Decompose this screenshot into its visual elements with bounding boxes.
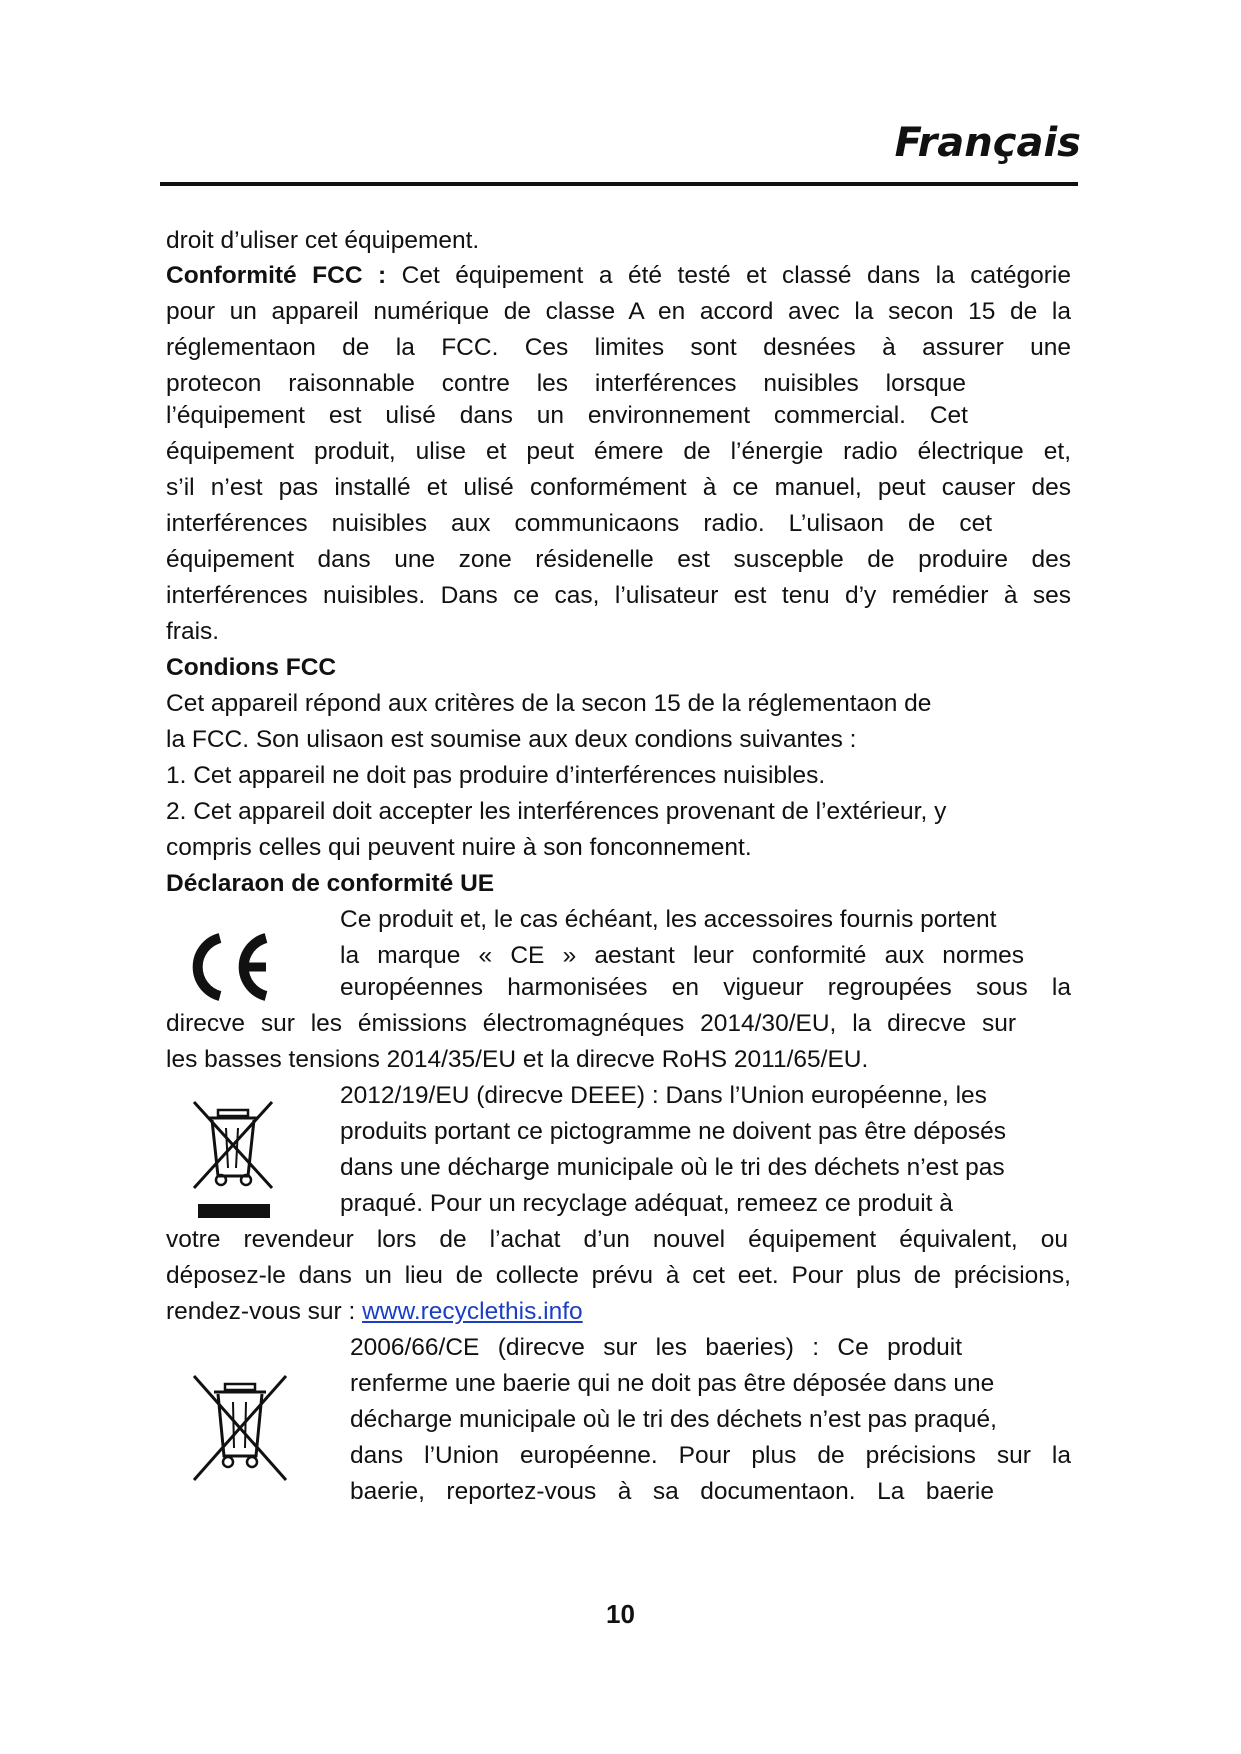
body-line: réglementaon de la FCC. Ces limites sont desnées à assurer une xyxy=(166,334,1071,361)
body-line: interférences nuisibles. Dans ce cas, l’ulisateur est tenu d’y remédier à ses xyxy=(166,582,1071,609)
body-line: Cet appareil répond aux critères de la secon 15 de la réglementaon de xyxy=(166,690,932,717)
body-line: les basses tensions 2014/35/EU et la direcve RoHS 2011/65/EU. xyxy=(166,1046,869,1073)
body-line: baerie, reportez-vous à sa documentaon. La baerie xyxy=(350,1478,994,1505)
body-line: déposez-le dans un lieu de collecte prévu à cet eet. Pour plus de précisions, xyxy=(166,1262,1071,1289)
fcc-compliance-line xyxy=(166,258,1071,294)
body-text: rendez-vous sur : xyxy=(166,1298,363,1325)
list-item-continuation: compris celles qui peuvent nuire à son fonconnement. xyxy=(166,834,752,861)
body-line: droit d’uliser cet équipement. xyxy=(166,227,480,254)
body-line: Ce produit et, le cas échéant, les accessoires fournis portent xyxy=(340,906,997,933)
body-line: pour un appareil numérique de classe A en accord avec la secon 15 de la xyxy=(166,298,1071,325)
body-line: la marque « CE » aestant leur conformité aux normes xyxy=(340,942,1024,969)
body-line: protecon raisonnable contre les interférences nuisibles lorsque xyxy=(166,370,966,397)
body-line: la FCC. Son ulisaon est soumise aux deux condions suivantes : xyxy=(166,726,857,753)
body-line: 2006/66/CE (direcve sur les baeries) : Ce produit xyxy=(350,1334,962,1361)
body-line: produits portant ce pictogramme ne doivent pas être déposés xyxy=(340,1118,1006,1145)
ce-mark-icon xyxy=(182,930,274,1004)
body-line: l’équipement est ulisé dans un environnement commercial. Cet xyxy=(166,402,968,429)
list-item: 1. Cet appareil ne doit pas produire d’interférences nuisibles. xyxy=(166,762,826,789)
recyclethis-link[interactable]: www.recyclethis.info xyxy=(362,1298,583,1325)
weee-bin-icon xyxy=(188,1098,278,1222)
body-line: frais. xyxy=(166,618,220,645)
body-line: européennes harmonisées en vigueur regroupées sous la xyxy=(340,974,1071,1001)
list-item: 2. Cet appareil doit accepter les interférences provenant de l’extérieur, y xyxy=(166,798,947,825)
eu-declaration-heading: Déclaraon de conformité UE xyxy=(166,870,495,897)
body-line: renferme une baerie qui ne doit pas être déposée dans une xyxy=(350,1370,995,1397)
body-line: interférences nuisibles aux communicaons radio. L’ulisaon de cet xyxy=(166,510,992,537)
body-line: praqué. Pour un recyclage adéquat, remeez ce produit à xyxy=(340,1190,953,1217)
body-line: équipement dans une zone résidenelle est suscepble de produire des xyxy=(166,546,1071,573)
body-line: équipement produit, ulise et peut émere de l’énergie radio électrique et, xyxy=(166,438,1071,465)
body-line: direcve sur les émissions électromagnéques 2014/30/EU, la direcve sur xyxy=(166,1010,1016,1037)
fcc-compliance-label: Conformité FCC : xyxy=(166,262,387,289)
body-line: s’il n’est pas installé et ulisé conformément à ce manuel, peut causer des xyxy=(166,474,1071,501)
body-line: dans une décharge municipale où le tri des déchets n’est pas xyxy=(340,1154,1005,1181)
body-line: 2012/19/EU (direcve DEEE) : Dans l’Union européenne, les xyxy=(340,1082,987,1109)
body-line: décharge municipale où le tri des déchets n’est pas praqué, xyxy=(350,1406,997,1433)
body-line xyxy=(166,1294,583,1330)
body-line: dans l’Union européenne. Pour plus de précisions sur la xyxy=(350,1442,1071,1469)
body-line: votre revendeur lors de l’achat d’un nouvel équipement équivalent, ou xyxy=(166,1226,1068,1253)
page-number: 10 xyxy=(606,1599,635,1629)
fcc-conditions-heading: Condions FCC xyxy=(166,654,337,681)
header-divider xyxy=(160,182,1078,186)
body-text: Cet équipement a été testé et classé dans la catégorie xyxy=(401,262,1071,289)
battery-bin-icon xyxy=(188,1370,292,1486)
page-header-title: Français xyxy=(894,120,1081,166)
